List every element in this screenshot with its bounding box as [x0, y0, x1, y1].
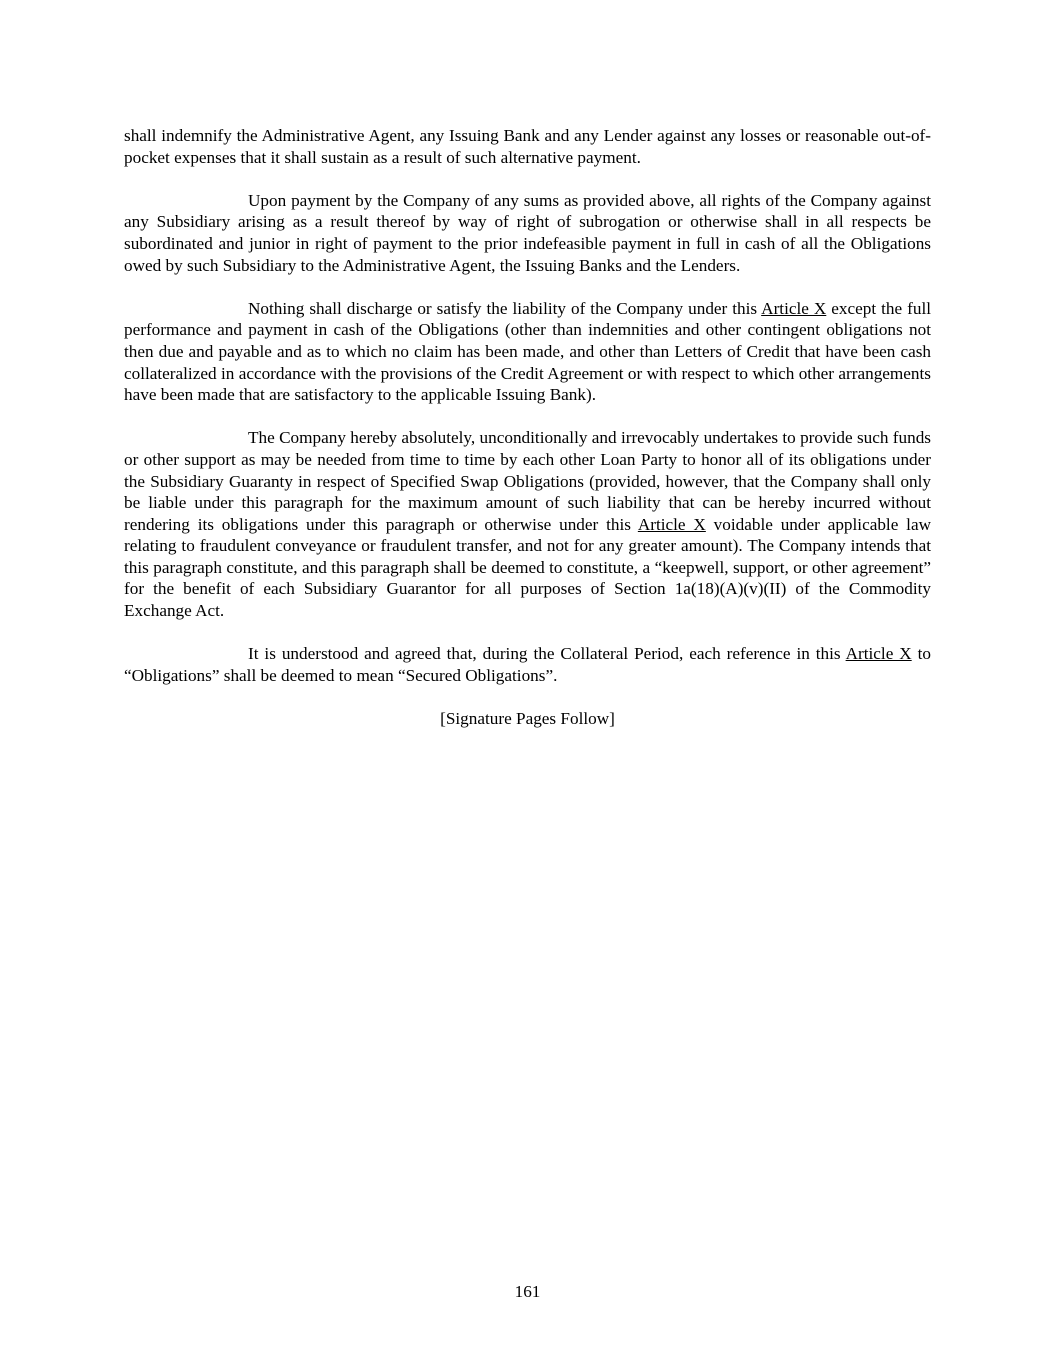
paragraph-collateral-period: [124, 643, 931, 686]
paragraph-text: voidable under applicable law relating to fraudulent conveyance or fraudulent transfer, and not for any greater amount). The Company intends that this paragraph constitute, and this paragraph shall be deemed to constitute, a “keepwell, support, or other agreement” for the benefit of each Subsidiary Guarantor for all purposes of Section 1a(18)(A)(v)(II) of the Commodity Exchange Act.: [124, 514, 931, 621]
article-x-reference: Article X: [761, 298, 827, 318]
signature-pages-note: [Signature Pages Follow]: [440, 709, 615, 729]
paragraph-discharge: [124, 298, 931, 406]
paragraph-keepwell: [124, 427, 931, 621]
article-x-reference: Article X: [637, 514, 706, 534]
paragraph-text: The Company hereby absolutely, unconditionally and irrevocably undertakes to provide such funds or other support as may be needed from time to time by each other Loan Party to honor all of its obligations under the Subsidiary Guaranty in respect of Specified Swap Obligations (provided, however, that the Company shall only be liable under this paragraph for the maximum amount of such liability that can be hereby incurred without rendering its obligations under this paragraph or otherwise under this: [124, 428, 931, 534]
paragraph-text: to “Obligations” shall be deemed to mean “Secured Obligations”.: [124, 644, 931, 685]
paragraph-subrogation: Upon payment by the Company of any sums as provided above, all rights of the Company against any Subsidiary arising as a result thereof by way of right of subrogation or otherwise shall in all respects be subordinated and junior in right of payment to the prior indefeasible payment in full in cash of all the Obligations owed by such Subsidiary to the Administrative Agent, the Issuing Banks and the Lenders.: [124, 190, 931, 275]
article-x-reference: Article X: [845, 644, 912, 664]
paragraph-text: except the full performance and payment in cash of the Obligations (other than indemnities and other contingent obligations not then due and payable and as to which no claim has been made, and other than Letters of Credit that have been cash collateralized in accordance with the provisions of the Credit Agreement or with respect to which other arrangements have been made that are satisfactory to the applicable Issuing Bank).: [124, 298, 932, 405]
paragraph-indemnify: shall indemnify the Administrative Agent, any Issuing Bank and any Lender against any losses or reasonable out-of-pocket expenses that it shall sustain as a result of such alternative payment.: [124, 126, 931, 167]
page-number: 161: [514, 1282, 541, 1301]
paragraph-text: It is understood and agreed that, during the Collateral Period, each reference in this: [248, 644, 846, 664]
document-body: [124, 125, 931, 751]
paragraph-text: Nothing shall discharge or satisfy the liability of the Company under this: [248, 298, 762, 318]
